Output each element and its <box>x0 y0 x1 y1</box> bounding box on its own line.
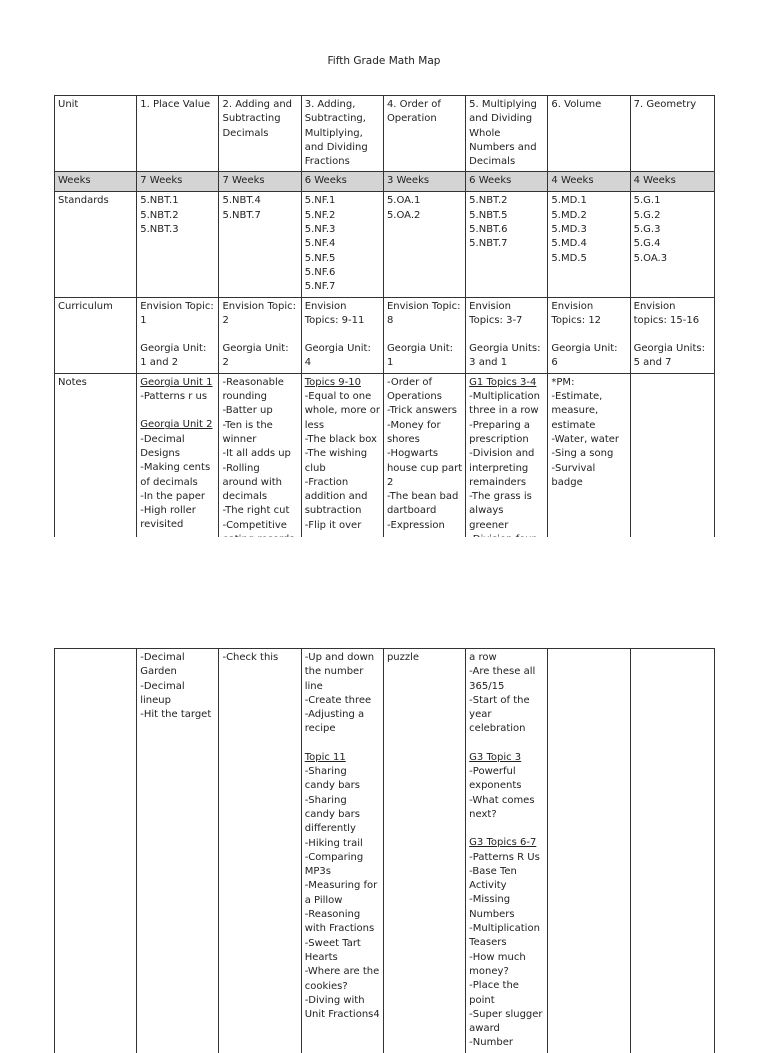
curriculum-cell <box>630 297 714 373</box>
row-label-weeks: Weeks <box>55 172 137 192</box>
unit-weeks: 7 Weeks <box>137 172 219 192</box>
curriculum-cell <box>548 297 630 373</box>
cell-line: Georgia Units: 5 and 7 <box>633 343 705 369</box>
notes-item: puzzle <box>386 652 420 663</box>
weeks-row <box>55 172 715 192</box>
notes-heading: G3 Topic 3 <box>469 751 522 763</box>
notes-item: -Adjusting a recipe <box>304 709 365 735</box>
notes-heading: Topics 9-10 <box>304 376 361 388</box>
cell-line: 5.MD.2 <box>551 209 587 221</box>
notes-heading: Topic 11 <box>304 751 346 763</box>
unit-name: 5. Multiplying and Dividing Whole Numbers and Decimals <box>466 96 548 172</box>
notes-item: -Water, water <box>551 433 620 445</box>
line-gap <box>469 328 544 342</box>
row-label-curriculum: Curriculum <box>55 297 137 373</box>
notes-item: -Survival badge <box>551 462 596 488</box>
cell-line: 5.G.3 <box>633 224 661 236</box>
notes-item: -Hit the target <box>140 709 212 721</box>
cell-line: 5.NF.6 <box>304 266 336 278</box>
curriculum-cell <box>301 297 383 373</box>
notes-item: -What comes next? <box>469 794 535 820</box>
notes-item: -Preparing a prescription <box>469 419 531 445</box>
notes-item: -Start of the year celebration <box>469 694 530 735</box>
cell-line: Georgia Units: 3 and 1 <box>469 343 541 369</box>
standards-cell <box>466 192 548 297</box>
notes-item: -Diving with Unit Fractions4 <box>304 994 380 1021</box>
notes-item: -Rolling around with decimals <box>222 462 283 503</box>
line-gap <box>140 404 215 418</box>
cell-line: 5.NBT.1 <box>140 195 179 207</box>
unit-weeks: 6 Weeks <box>301 172 383 192</box>
unit-name: 2. Adding and Subtracting Decimals <box>219 96 301 172</box>
curriculum-cell <box>219 297 301 373</box>
notes-item: -In the paper <box>140 490 205 502</box>
line-gap <box>305 328 380 342</box>
row-label-unit: Unit <box>55 96 137 172</box>
row-label-standards: Standards <box>55 192 137 297</box>
cell-line: 5.MD.3 <box>551 224 587 236</box>
cell-line: Envision Topics: 12 <box>551 300 602 326</box>
notes-cell <box>137 373 219 563</box>
notes-item: -Hogwarts house cup part 2 <box>386 448 463 488</box>
cell-line: 5.NBT.5 <box>469 209 508 221</box>
notes-item: -Patterns r us <box>140 391 208 403</box>
notes-item: -Decimal lineup <box>140 680 185 706</box>
notes-item: -Where are the cookies? <box>304 966 380 992</box>
line-gap <box>140 328 215 342</box>
notes-item: -Money for shores <box>386 419 441 445</box>
curriculum-cell <box>466 297 548 373</box>
cell-line: 5.NF.7 <box>304 281 336 293</box>
notes-label-cell-empty <box>55 649 137 1053</box>
cell-line: 5.NBT.2 <box>469 195 508 207</box>
notes-cell <box>301 649 383 1053</box>
notes-item: -Making cents of decimals <box>140 462 211 488</box>
cell-line: 5.NF.3 <box>304 224 336 236</box>
notes-row <box>55 373 715 563</box>
cell-line: Georgia Unit: 4 <box>304 343 371 369</box>
cell-line: Envision Topics: 9-11 <box>304 300 365 326</box>
notes-item: -Sharing candy bars differently <box>304 794 360 835</box>
cell-line: 5.MD.5 <box>551 252 587 264</box>
notes-item: -Number <box>469 1037 513 1049</box>
page-break-gap <box>40 537 740 647</box>
line-gap <box>551 328 626 342</box>
notes-item: -The black box <box>304 433 377 445</box>
cell-line: Georgia Unit: 1 <box>386 343 454 369</box>
cell-line: 5.NBT.7 <box>222 209 261 221</box>
unit-name: 3. Adding, Subtracting, Multiplying, and Dividing Fractions <box>301 96 383 172</box>
line-gap <box>469 737 544 751</box>
notes-item: -How much money? <box>469 951 526 977</box>
line-gap <box>387 328 462 342</box>
cell-line: 5.OA.1 <box>386 195 421 207</box>
unit-weeks: 4 Weeks <box>548 172 630 192</box>
cell-line: 5.MD.1 <box>551 195 587 207</box>
unit-name: 1. Place Value <box>137 96 219 172</box>
row-label-notes: Notes <box>55 373 137 563</box>
cell-line: 5.OA.3 <box>633 252 668 264</box>
notes-item: -Up and down the number line <box>304 652 375 692</box>
cell-line: 5.G.1 <box>633 195 661 207</box>
notes-item: -Comparing MP3s <box>304 851 364 878</box>
notes-item: -Order of Operations <box>386 376 442 403</box>
cell-line: 5.NBT.6 <box>469 224 508 236</box>
unit-weeks: 3 Weeks <box>383 172 465 192</box>
unit-name: 6. Volume <box>548 96 630 172</box>
notes-item: -Check this <box>222 652 279 663</box>
standards-row <box>55 192 715 297</box>
notes-item: -Hiking trail <box>304 837 363 849</box>
notes-item: -Sweet Tart Hearts <box>304 937 361 963</box>
unit-row <box>55 96 715 172</box>
cell-line: Georgia Unit: 1 and 2 <box>140 343 207 369</box>
line-gap <box>634 328 711 342</box>
notes-item: -Are these all 365/15 <box>469 666 536 692</box>
notes-cell <box>466 373 548 563</box>
cell-line: 5.NF.2 <box>304 209 336 221</box>
notes-item: *PM: <box>551 376 575 388</box>
curriculum-row <box>55 297 715 373</box>
cell-line: Envision Topics: 3-7 <box>469 300 523 326</box>
math-map-table-page-1 <box>54 95 715 564</box>
notes-item: -Decimal Designs <box>140 433 185 459</box>
standards-cell <box>548 192 630 297</box>
notes-item: a row <box>469 652 497 663</box>
notes-item: -Measuring for a Pillow <box>304 880 378 906</box>
cell-line: 5.NF.1 <box>304 195 336 207</box>
unit-name: 7. Geometry <box>630 96 714 172</box>
unit-weeks: 7 Weeks <box>219 172 301 192</box>
cell-line: 5.OA.2 <box>386 209 421 221</box>
notes-item: -Equal to one whole, more or less <box>304 391 380 431</box>
notes-cell <box>219 373 301 563</box>
line-gap <box>305 737 380 751</box>
notes-item: -Create three <box>304 694 372 706</box>
cell-line: Envision topics: 15-16 <box>633 300 700 326</box>
notes-item: -Super slugger award <box>469 1008 543 1035</box>
notes-item: -The bean bad dartboard <box>386 491 459 517</box>
notes-cell <box>548 649 630 1053</box>
document-title: Fifth Grade Math Map <box>327 55 441 67</box>
cell-line: 5.NBT.3 <box>140 224 179 236</box>
notes-heading: G1 Topics 3-4 <box>469 376 537 388</box>
standards-cell <box>383 192 465 297</box>
line-gap <box>222 328 297 342</box>
unit-name: 4. Order of Operation <box>383 96 465 172</box>
notes-cell <box>383 373 465 563</box>
notes-item: -Multiplication three in a row <box>469 391 540 417</box>
notes-item: -The right cut <box>222 505 290 517</box>
standards-cell <box>301 192 383 297</box>
cell-line: 5.NF.4 <box>304 238 336 250</box>
cell-line: 5.NBT.2 <box>140 209 179 221</box>
math-map-table-page-2 <box>54 648 715 1053</box>
notes-row-continued <box>55 649 715 1053</box>
notes-cell <box>630 373 714 563</box>
notes-item: -Trick answers <box>386 405 457 417</box>
notes-item: -Expression <box>386 519 445 531</box>
notes-cell <box>301 373 383 563</box>
notes-item: -Batter up <box>222 405 273 417</box>
notes-item: -The wishing club <box>304 448 368 474</box>
unit-weeks: 4 Weeks <box>630 172 714 192</box>
cell-line: Envision Topic: 1 <box>140 300 214 326</box>
notes-item: -Place the point <box>469 980 519 1006</box>
notes-item: -Reasoning with Fractions <box>304 909 375 935</box>
notes-item: -Reasonable rounding <box>222 376 284 403</box>
cell-line: 5.NF.5 <box>304 252 336 264</box>
cell-line: Envision Topic: 8 <box>386 300 461 326</box>
notes-cell <box>219 649 301 1053</box>
notes-item: -Competitive <box>222 519 287 531</box>
notes-item: -Sharing candy bars <box>304 766 360 792</box>
notes-item: -Powerful exponents <box>469 766 522 792</box>
notes-item: -Base Ten Activity <box>469 865 517 892</box>
standards-cell <box>137 192 219 297</box>
unit-weeks: 6 Weeks <box>466 172 548 192</box>
notes-item: -Division and interpreting remainders <box>469 448 535 488</box>
notes-item: -Flip it over <box>304 519 362 531</box>
notes-item: -Patterns R Us <box>469 851 540 863</box>
notes-item: -Decimal Garden <box>140 652 185 678</box>
standards-cell <box>219 192 301 297</box>
cell-line: 5.MD.4 <box>551 238 587 250</box>
notes-heading: G3 Topics 6-7 <box>469 837 537 849</box>
curriculum-cell <box>137 297 219 373</box>
notes-item: -High roller revisited <box>140 505 196 531</box>
notes-item: -Sing a song <box>551 448 614 460</box>
notes-cell <box>466 649 548 1053</box>
curriculum-cell <box>383 297 465 373</box>
notes-cell <box>630 649 714 1053</box>
notes-item: -Fraction addition and subtraction <box>304 476 368 517</box>
notes-item: -It all adds up <box>222 448 291 460</box>
line-gap <box>469 822 544 836</box>
cell-line: Envision Topic: 2 <box>222 300 296 326</box>
notes-item: -Missing Numbers <box>469 894 515 920</box>
notes-cell <box>137 649 219 1053</box>
notes-cell <box>383 649 465 1053</box>
cell-line: 5.G.2 <box>633 209 661 221</box>
cell-line: 5.NBT.7 <box>469 238 508 250</box>
cell-line: Georgia Unit: 6 <box>551 343 618 369</box>
notes-item: -Multiplication Teasers <box>469 923 540 949</box>
cell-line: 5.G.4 <box>633 238 661 250</box>
standards-cell <box>630 192 714 297</box>
notes-heading: Georgia Unit 1 <box>140 376 213 388</box>
notes-heading: Georgia Unit 2 <box>140 419 213 431</box>
notes-item: -Estimate, measure, estimate <box>551 391 603 431</box>
notes-item: -Ten is the winner <box>222 419 273 445</box>
cell-line: 5.NBT.4 <box>222 195 261 207</box>
notes-item: -The grass is always greener <box>469 491 532 531</box>
notes-cell <box>548 373 630 563</box>
cell-line: Georgia Unit: 2 <box>222 343 289 369</box>
